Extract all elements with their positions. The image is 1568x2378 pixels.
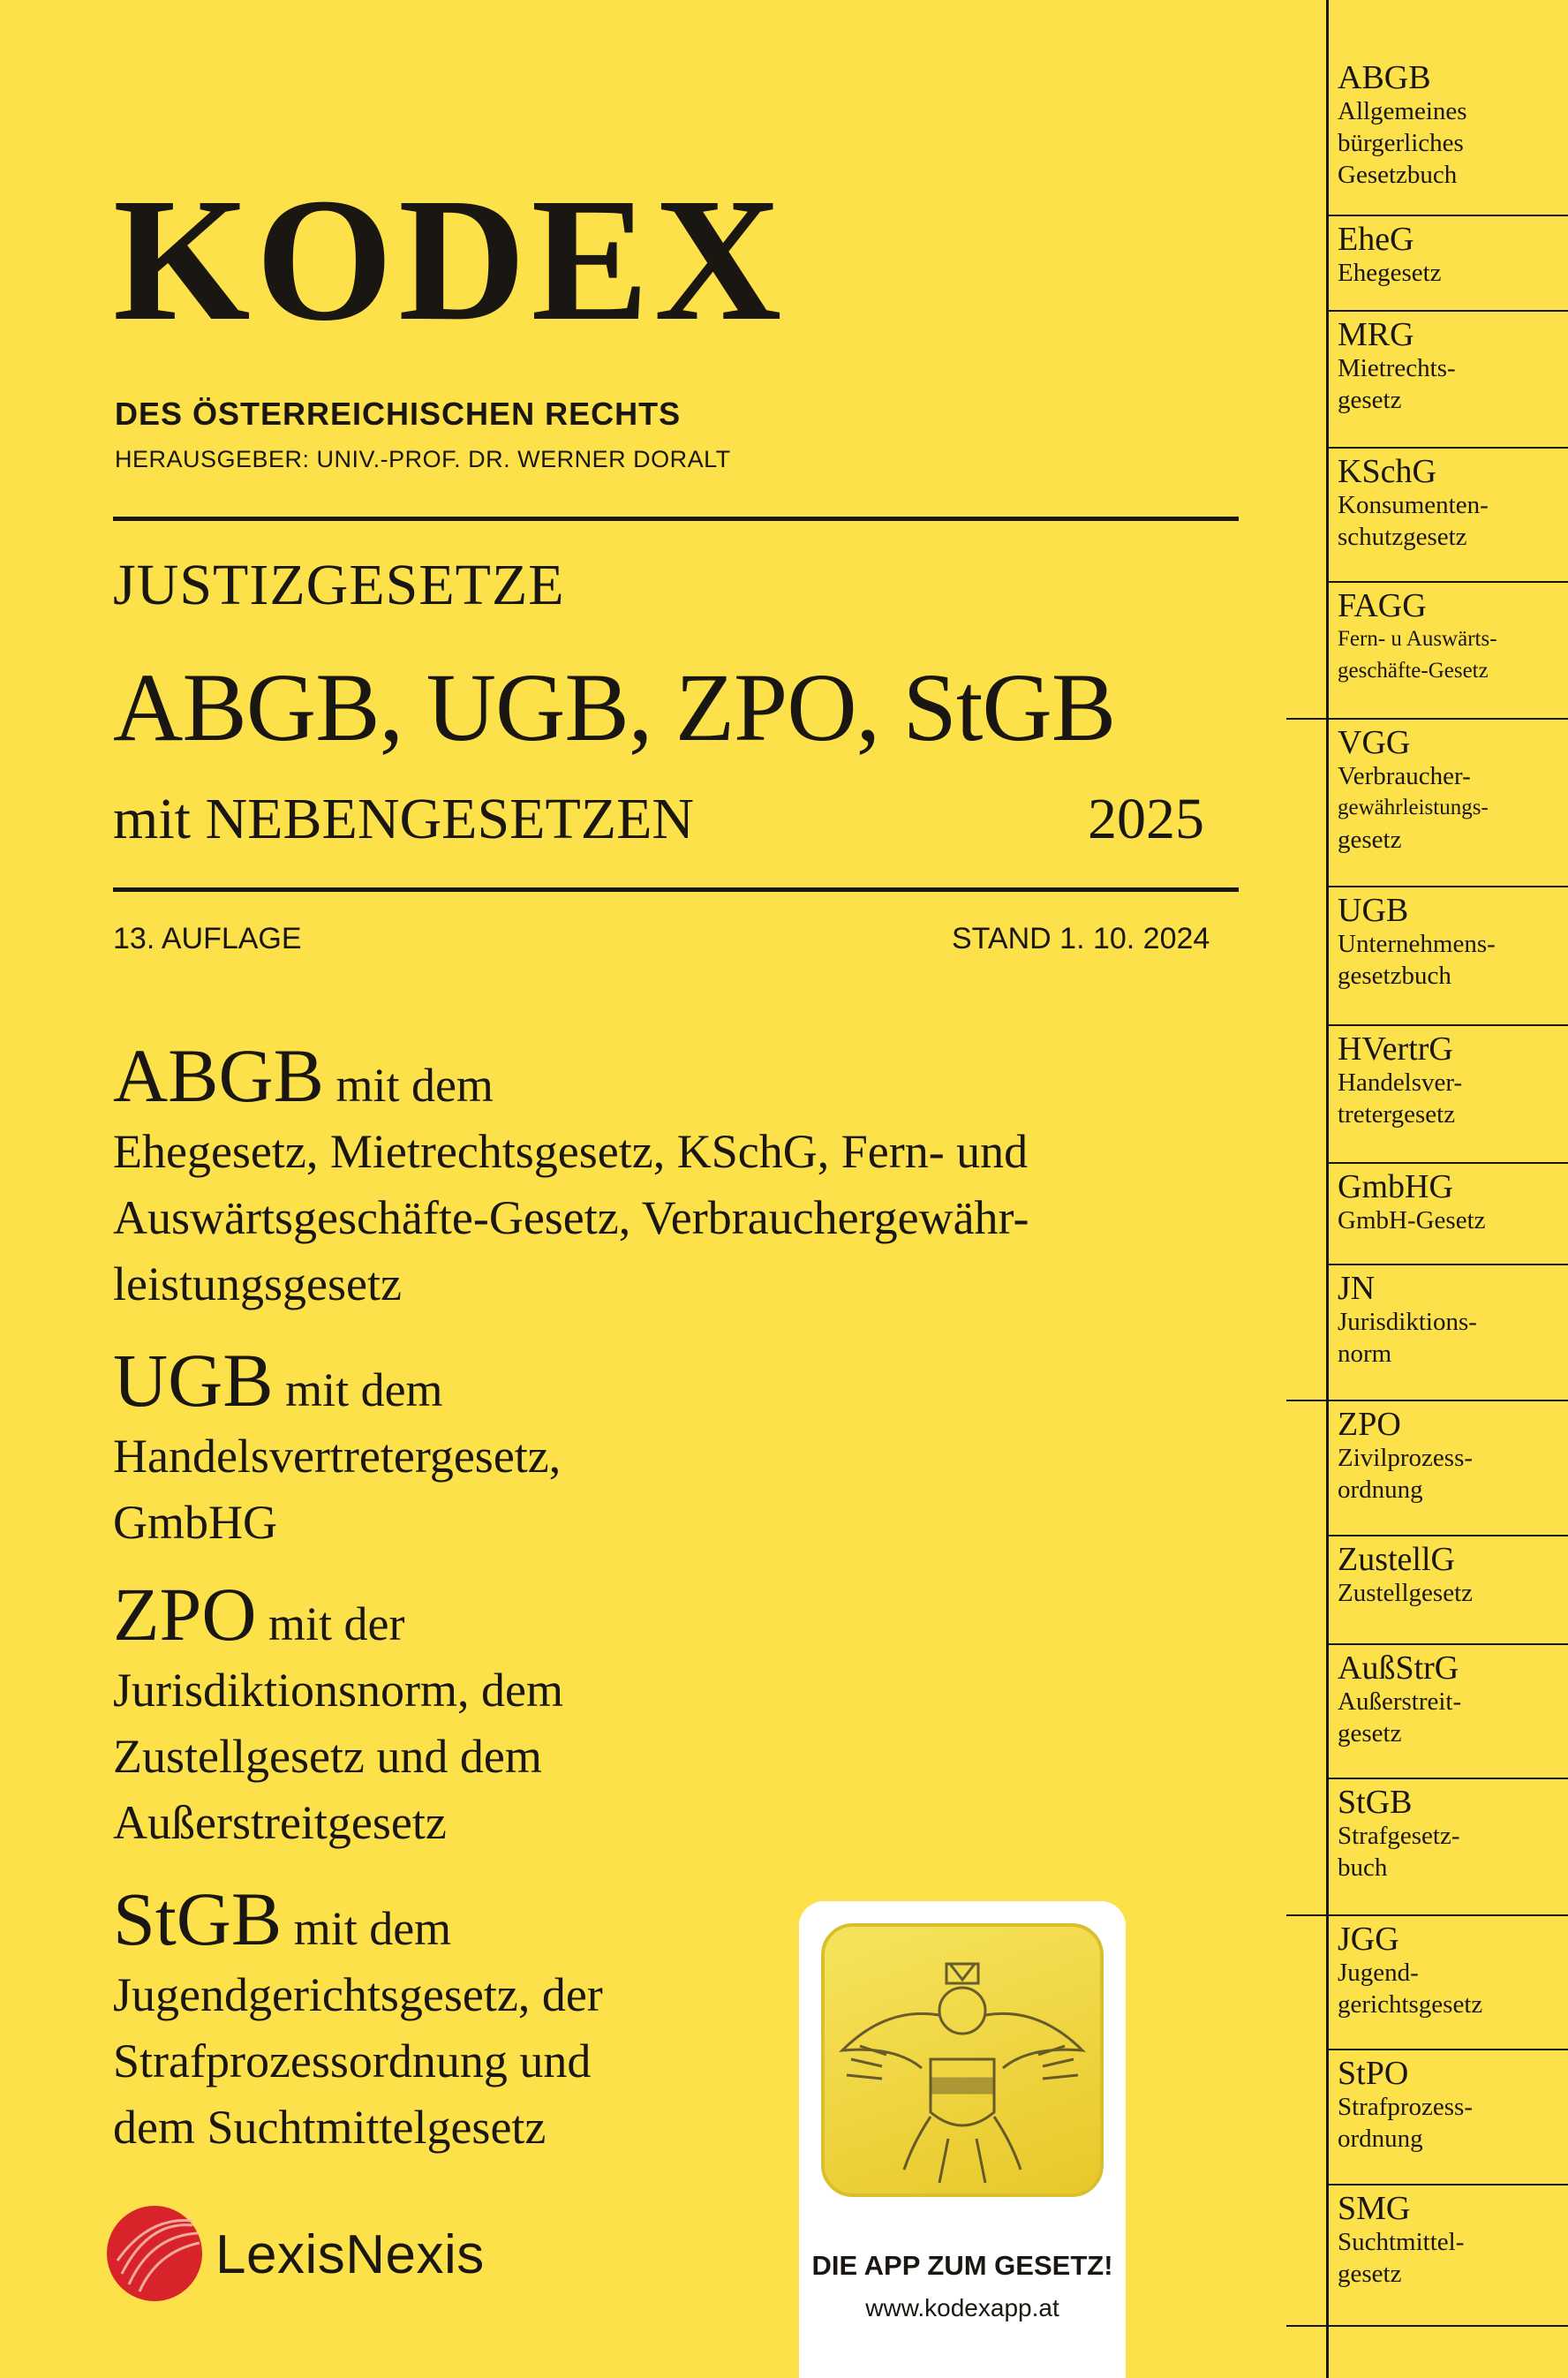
tab-fullname: Jugend- bbox=[1338, 1959, 1419, 1987]
block-line: Auswärtsgeschäfte-Gesetz, Verbrauchergewähr- bbox=[113, 1191, 1029, 1244]
tab-abbr: SMG bbox=[1338, 2190, 1411, 2227]
tab-hvertrg[interactable] bbox=[1329, 1026, 1568, 1164]
tab-zpo[interactable] bbox=[1329, 1401, 1568, 1536]
tab-abbr: AußStrG bbox=[1338, 1650, 1459, 1687]
tab-eheg[interactable] bbox=[1329, 216, 1568, 312]
tab-fullname: Allgemeines bbox=[1338, 97, 1467, 125]
tab-fullname: Jurisdiktions- bbox=[1338, 1308, 1477, 1336]
publisher-line: HERAUSGEBER: UNIV.-PROF. DR. WERNER DORALT bbox=[115, 446, 731, 472]
tab-abbr: ZustellG bbox=[1338, 1541, 1455, 1578]
block-line: leistungsgesetz bbox=[113, 1257, 402, 1310]
tab-fullname: schutzgesetz bbox=[1338, 523, 1467, 551]
lexisnexis-logo-icon bbox=[104, 2203, 205, 2308]
block-law: ABGB bbox=[113, 1033, 324, 1118]
block-law: StGB bbox=[113, 1876, 283, 1961]
block-line: dem Suchtmittelgesetz bbox=[113, 2101, 547, 2154]
block-line: Jurisdiktionsnorm, dem bbox=[113, 1664, 563, 1717]
tab-fullname: norm bbox=[1338, 1340, 1392, 1368]
block-line: GmbHG bbox=[113, 1496, 277, 1549]
tab-abbr: VGG bbox=[1338, 724, 1411, 761]
tab-fullname: Zivilprozess- bbox=[1338, 1444, 1474, 1472]
tab-fullname: gerichtsgesetz bbox=[1338, 1990, 1483, 2019]
tab-fullname: Außerstreit- bbox=[1338, 1687, 1462, 1716]
tab-smg[interactable] bbox=[1286, 2185, 1568, 2327]
edition-label: 13. AUFLAGE bbox=[113, 922, 302, 955]
tab-abbr: StPO bbox=[1338, 2055, 1409, 2092]
stand-date: STAND 1. 10. 2024 bbox=[952, 922, 1210, 955]
tab-fullname: tretergesetz bbox=[1338, 1100, 1456, 1129]
block-line: Ehegesetz, Mietrechtsgesetz, KSchG, Fern- und bbox=[113, 1125, 1029, 1178]
tab-vgg[interactable] bbox=[1329, 720, 1568, 887]
subtitle: DES ÖSTERREICHISCHEN RECHTS bbox=[115, 396, 682, 432]
tab-abbr: EheG bbox=[1338, 221, 1414, 258]
tab-abbr: StGB bbox=[1338, 1784, 1413, 1821]
top-rule bbox=[113, 517, 1239, 521]
tab-fullname: gesetz bbox=[1338, 1719, 1402, 1748]
block-intro: mit dem bbox=[335, 1059, 494, 1112]
block-intro: mit dem bbox=[285, 1363, 443, 1416]
app-badge bbox=[799, 1901, 1126, 2378]
tab-fullname: gesetz bbox=[1338, 386, 1402, 414]
tab-fullname: geschäfte-Gesetz bbox=[1338, 659, 1489, 683]
tab-fullname: Suchtmittel- bbox=[1338, 2228, 1465, 2256]
title-suffix: mit NEBENGESETZEN bbox=[113, 787, 695, 851]
register-tabs bbox=[1326, 0, 1568, 2378]
main-title: ABGB, UGB, ZPO, StGB bbox=[113, 653, 1116, 761]
tab-fullname: Strafgesetz- bbox=[1338, 1822, 1460, 1850]
tab-ugb[interactable] bbox=[1329, 887, 1568, 1026]
tab-fullname: Ehegesetz bbox=[1338, 259, 1442, 287]
content-block-zpo bbox=[113, 1572, 1208, 1856]
tab-abbr: KSchG bbox=[1338, 453, 1436, 490]
block-law: ZPO bbox=[113, 1572, 257, 1657]
app-label: DIE APP ZUM GESETZ! bbox=[811, 2250, 1113, 2281]
tab-abbr: MRG bbox=[1338, 316, 1414, 353]
tab-abbr: UGB bbox=[1338, 892, 1409, 929]
tab-fullname: Handelsver- bbox=[1338, 1068, 1463, 1097]
tab-kschg[interactable] bbox=[1329, 449, 1568, 583]
tab-fullname: gesetzbuch bbox=[1338, 962, 1451, 990]
tab-abbr: FAGG bbox=[1338, 587, 1427, 624]
tab-abgb[interactable] bbox=[1329, 55, 1568, 216]
block-line: Außerstreitgesetz bbox=[113, 1796, 447, 1849]
tab-fagg[interactable] bbox=[1286, 583, 1568, 720]
tab-abbr: HVertrG bbox=[1338, 1030, 1453, 1068]
content-block-abgb bbox=[113, 1033, 1208, 1317]
block-line: Handelsvertretergesetz, bbox=[113, 1430, 562, 1483]
block-intro: mit dem bbox=[293, 1902, 452, 1955]
tab-fullname: Verbraucher- bbox=[1338, 762, 1471, 790]
tab-fullname: gewährleistungs- bbox=[1338, 796, 1489, 819]
tab-gmbhg[interactable] bbox=[1329, 1164, 1568, 1265]
brand-title: KODEX bbox=[113, 162, 788, 358]
tab-fullname: Zustellgesetz bbox=[1338, 1579, 1474, 1607]
tab-fullname: Gesetzbuch bbox=[1338, 161, 1458, 189]
tab-mrg[interactable] bbox=[1329, 312, 1568, 449]
block-intro: mit der bbox=[268, 1597, 405, 1650]
eagle-icon bbox=[821, 1923, 1104, 2197]
tab-fullname: Konsumenten- bbox=[1338, 491, 1489, 519]
tab-abbr: ABGB bbox=[1338, 59, 1431, 96]
tab-fullname: Fern- u Auswärts- bbox=[1338, 627, 1497, 651]
block-line: Zustellgesetz und dem bbox=[113, 1730, 542, 1783]
tab-abbr: GmbHG bbox=[1338, 1168, 1453, 1205]
tab-fullname: bürgerliches bbox=[1338, 129, 1464, 157]
tab-fullname: ordnung bbox=[1338, 1476, 1423, 1504]
tab-abbr: JGG bbox=[1338, 1921, 1399, 1958]
content-block-ugb bbox=[113, 1338, 1208, 1556]
tab-fullname: ordnung bbox=[1338, 2125, 1423, 2153]
tab-stpo[interactable] bbox=[1329, 2050, 1568, 2185]
block-line: Strafprozessordnung und bbox=[113, 2035, 592, 2087]
tab-zustellg[interactable] bbox=[1329, 1536, 1568, 1645]
tab-stgb[interactable] bbox=[1286, 1779, 1568, 1916]
tab-fullname: GmbH-Gesetz bbox=[1338, 1206, 1486, 1234]
block-line: Jugendgerichtsgesetz, der bbox=[113, 1968, 603, 2021]
tab-abbr: JN bbox=[1338, 1270, 1376, 1307]
app-url[interactable]: www.kodexapp.at bbox=[865, 2294, 1059, 2321]
tab-außstrg[interactable] bbox=[1329, 1645, 1568, 1779]
block-law: UGB bbox=[113, 1338, 274, 1423]
tab-fullname: Mietrechts- bbox=[1338, 354, 1456, 382]
tab-jgg[interactable] bbox=[1329, 1916, 1568, 2050]
tab-fullname: buch bbox=[1338, 1853, 1388, 1882]
tab-fullname: gesetz bbox=[1338, 2260, 1402, 2288]
tab-fullname: Strafprozess- bbox=[1338, 2093, 1474, 2121]
tab-fullname: gesetz bbox=[1338, 826, 1402, 854]
series-title: JUSTIZGESETZE bbox=[113, 553, 565, 617]
year: 2025 bbox=[1088, 787, 1204, 851]
tab-fullname: Unternehmens- bbox=[1338, 930, 1496, 958]
publisher-logo-text: LexisNexis bbox=[215, 2224, 485, 2285]
bottom-rule bbox=[113, 887, 1239, 892]
tab-abbr: ZPO bbox=[1338, 1406, 1401, 1443]
tab-jn[interactable] bbox=[1286, 1265, 1568, 1401]
